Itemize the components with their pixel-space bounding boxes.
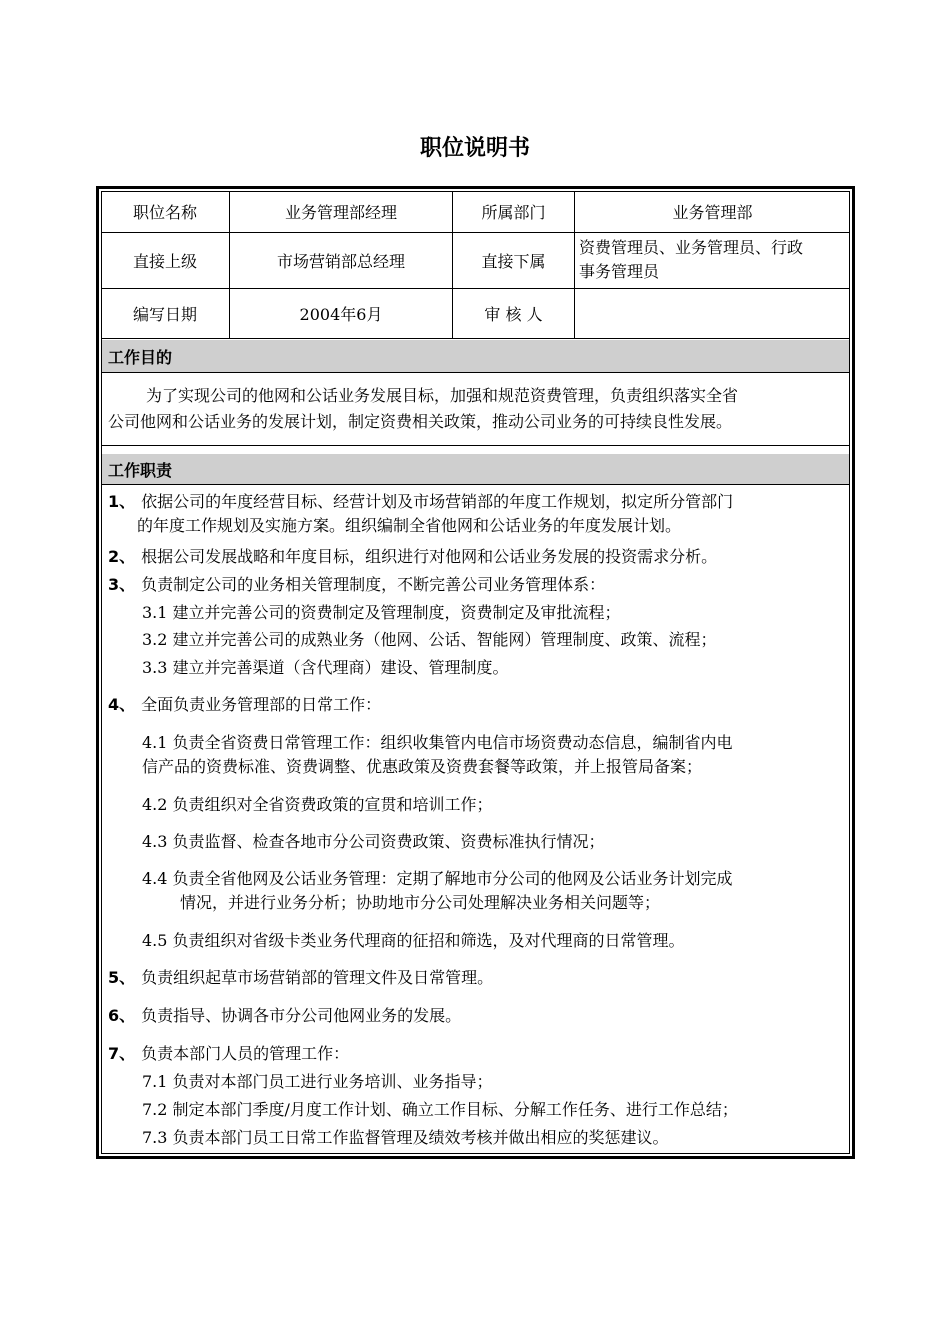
duty-number: 5、 — [108, 968, 136, 987]
position-name-value: 业务管理部经理 — [284, 203, 397, 222]
subordinate-line: 事务管理员 — [579, 262, 660, 281]
section-divider — [101, 445, 850, 446]
duty-7-1: 7.1 负责对本部门员工进行业务培训、业务指导； — [142, 1072, 493, 1091]
duty-4-5: 4.5 负责组织对省级卡类业务代理商的征招和筛选，及对代理商的日常管理。 — [142, 931, 685, 950]
duty-text: 负责制定公司的业务相关管理制度，不断完善公司业务管理体系： — [141, 575, 606, 594]
purpose-line: 公司他网和公话业务的发展计划，制定资费相关政策，推动公司业务的可持续良性发展。 — [108, 412, 733, 431]
duty-5 — [108, 966, 848, 990]
duty-7 — [108, 1042, 848, 1066]
duty-text: 依据公司的年度经营目标、经营计划及市场营销部的年度工作规划，拟定所分管部门 — [141, 492, 734, 511]
duty-7-3: 7.3 负责本部门员工日常工作监督管理及绩效考核并做出相应的奖惩建议。 — [142, 1128, 669, 1147]
position-name-label: 职位名称 — [132, 203, 197, 222]
purpose-line: 为了实现公司的他网和公话业务发展目标，加强和规范资费管理，负责组织落实全省 — [146, 386, 739, 405]
duty-number: 6、 — [108, 1006, 136, 1025]
duty-text: 的年度工作规划及实施方案。组织编制全省他网和公话业务的年度发展计划。 — [137, 516, 682, 535]
duty-text: 情况，并进行业务分析；协助地市分公司处理解决业务相关问题等； — [180, 893, 661, 912]
duty-text: 负责组织起草市场营销部的管理文件及日常管理。 — [141, 968, 494, 987]
duty-text: 负责本部门人员的管理工作： — [141, 1044, 350, 1063]
duty-text: 4.1 负责全省资费日常管理工作：组织收集管内电信市场资费动态信息，编制省内电 — [142, 733, 733, 752]
superior-value: 市场营销部总经理 — [276, 252, 405, 271]
duty-number: 7、 — [108, 1044, 136, 1063]
duty-3-1: 3.1 建立并完善公司的资费制定及管理制度，资费制定及审批流程； — [142, 603, 621, 622]
duty-number: 2、 — [108, 547, 136, 566]
duty-3-3: 3.3 建立并完善渠道（含代理商）建设、管理制度。 — [142, 658, 509, 677]
department-label: 所属部门 — [481, 203, 546, 222]
duty-text: 信产品的资费标准、资费调整、优惠政策及资费套餐等政策，并上报管局备案； — [142, 757, 703, 776]
duties-heading: 工作职责 — [102, 454, 849, 484]
document-title: 职位说明书 — [419, 136, 530, 161]
subordinate-line: 资费管理员、业务管理员、行政 — [579, 238, 804, 257]
table-divider — [101, 338, 850, 339]
duty-text: 根据公司发展战略和年度目标，组织进行对他网和公话业务发展的投资需求分析。 — [141, 547, 718, 566]
duty-text: 负责指导、协调各市分公司他网业务的发展。 — [141, 1006, 462, 1025]
duty-4-1 — [142, 731, 848, 779]
purpose-heading: 工作目的 — [102, 340, 849, 372]
duty-4-2: 4.2 负责组织对全省资费政策的宣贯和培训工作； — [142, 795, 493, 814]
date-value: 2004年6月 — [299, 305, 383, 324]
duty-text: 4.4 负责全省他网及公话业务管理：定期了解地市分公司的他网及公话业务计划完成 — [142, 869, 733, 888]
duty-1 — [108, 490, 848, 538]
duty-number: 1、 — [108, 492, 136, 511]
purpose-text — [108, 383, 846, 435]
duty-2 — [108, 545, 848, 569]
duty-text: 全面负责业务管理部的日常工作： — [141, 695, 382, 714]
superior-label: 直接上级 — [132, 252, 197, 271]
duty-4-3: 4.3 负责监督、检查各地市分公司资费政策、资费标准执行情况； — [142, 832, 605, 851]
duty-4-4 — [142, 867, 848, 915]
reviewer-label: 审 核 人 — [484, 305, 543, 324]
duty-number: 3、 — [108, 575, 136, 594]
duty-6 — [108, 1004, 848, 1028]
section-divider — [101, 484, 850, 485]
subordinate-value — [579, 236, 849, 284]
duty-number: 4、 — [108, 695, 136, 714]
duty-4 — [108, 693, 848, 717]
section-divider — [101, 372, 850, 373]
date-label: 编写日期 — [132, 305, 197, 324]
subordinate-label: 直接下属 — [481, 252, 546, 271]
reviewer-value — [575, 289, 850, 338]
duty-7-2: 7.2 制定本部门季度/月度工作计划、确立工作目标、分解工作任务、进行工作总结； — [142, 1100, 738, 1119]
duty-3-2: 3.2 建立并完善公司的成熟业务（他网、公话、智能网）管理制度、政策、流程； — [142, 630, 717, 649]
department-value: 业务管理部 — [672, 203, 753, 222]
duty-3 — [108, 573, 848, 597]
